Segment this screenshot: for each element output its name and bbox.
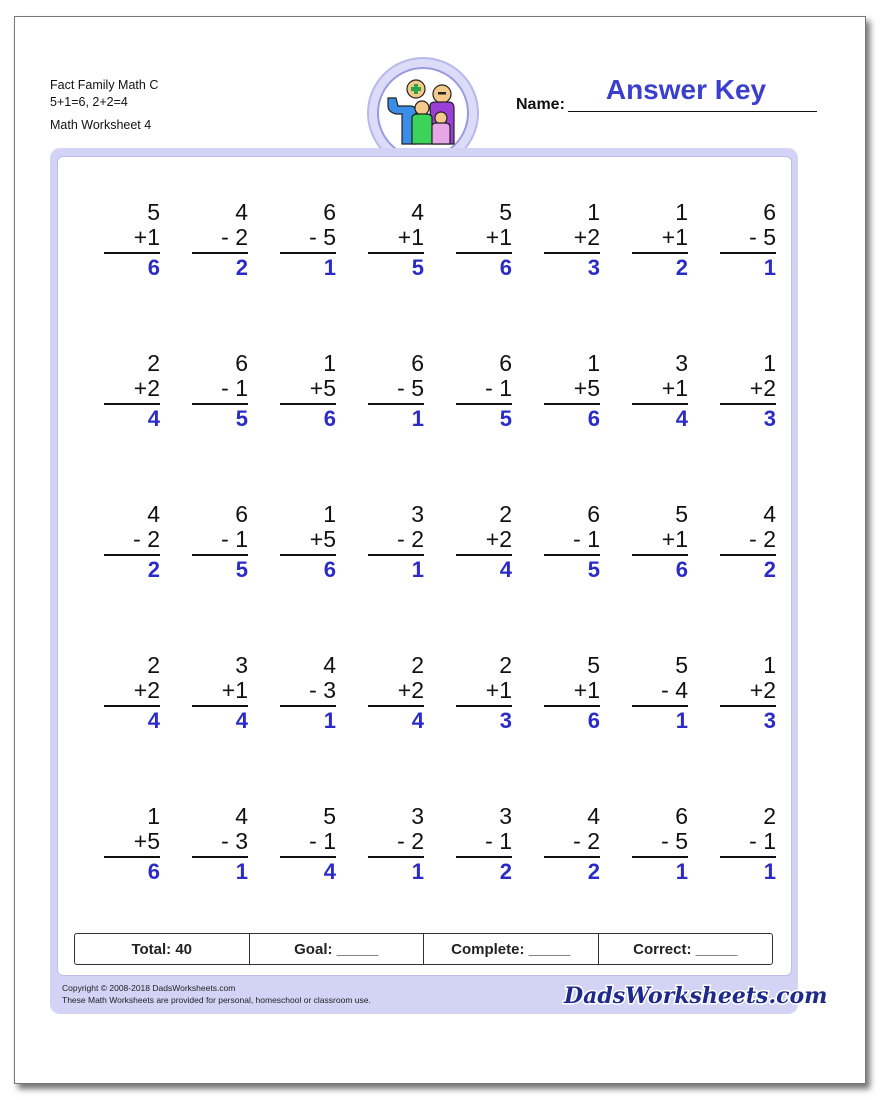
problem-operator-number: +1 (485, 224, 512, 250)
problem-top-number: 5 (587, 652, 600, 678)
problem-top-number: 6 (499, 350, 512, 376)
problem-line (192, 554, 248, 556)
problem-operator-number: +1 (661, 526, 688, 552)
problem-line (544, 705, 600, 707)
summary-bar (74, 933, 773, 965)
problem-line (632, 252, 688, 254)
problem-operator-number: +1 (221, 677, 248, 703)
problem-operator-number: - 3 (309, 677, 336, 703)
problem-top-number: 2 (147, 652, 160, 678)
problem-answer: 4 (675, 406, 688, 431)
problem-line (720, 705, 776, 707)
problem-operator-number: +2 (133, 677, 160, 703)
problem-operator-number: - 2 (133, 526, 160, 552)
problem-answer: 1 (411, 557, 424, 582)
problem-top-number: 4 (411, 199, 424, 225)
problem-answer: 2 (147, 557, 160, 582)
problem-top-number: 6 (675, 803, 688, 829)
problem-line (632, 705, 688, 707)
problem-line (192, 856, 248, 858)
problem-operator-number: - 5 (309, 224, 336, 250)
problem-top-number: 3 (411, 803, 424, 829)
problem-operator-number: +2 (749, 677, 776, 703)
problem-line (368, 554, 424, 556)
problem-answer: 4 (147, 406, 160, 431)
problem-answer: 3 (763, 708, 776, 733)
name-line (568, 111, 817, 112)
problem-top-number: 1 (147, 803, 160, 829)
problem-top-number: 2 (763, 803, 776, 829)
copyright-block (62, 982, 371, 1006)
problem-top-number: 5 (675, 652, 688, 678)
problem-operator-number: +2 (485, 526, 512, 552)
problem-answer: 6 (499, 255, 512, 280)
problem-line (632, 554, 688, 556)
usage-text: These Math Worksheets are provided for personal, homeschool or classroom use. (62, 995, 371, 1005)
problem-answer: 2 (235, 255, 248, 280)
problem-top-number: 5 (147, 199, 160, 225)
problem-answer: 4 (323, 859, 336, 884)
problem-line (280, 856, 336, 858)
problem-operator-number: +2 (573, 224, 600, 250)
problem-operator-number: +1 (661, 224, 688, 250)
problem-line (456, 856, 512, 858)
problem-top-number: 6 (235, 350, 248, 376)
problem-top-number: 3 (675, 350, 688, 376)
problem-line (192, 403, 248, 405)
problem-top-number: 2 (499, 652, 512, 678)
worksheet-number: Math Worksheet 4 (50, 118, 152, 132)
problem-top-number: 2 (147, 350, 160, 376)
problem-operator-number: - 1 (221, 526, 248, 552)
problem-answer: 4 (499, 557, 512, 582)
problem-line (104, 554, 160, 556)
problem-line (720, 856, 776, 858)
problem-operator-number: +5 (309, 526, 336, 552)
problem-answer: 1 (763, 859, 776, 884)
problem-operator-number: - 1 (485, 828, 512, 854)
answer-key-text: Answer Key (605, 74, 767, 105)
problem-line (280, 705, 336, 707)
problem-operator-number: - 4 (661, 677, 688, 703)
problem-line (456, 554, 512, 556)
name-label: Name: (516, 96, 565, 113)
problem-operator-number: - 2 (221, 224, 248, 250)
problem-answer: 2 (675, 255, 688, 280)
problem-answer: 5 (499, 406, 512, 431)
problem-answer: 3 (499, 708, 512, 733)
problem-top-number: 3 (411, 501, 424, 527)
problem-line (192, 705, 248, 707)
problem-top-number: 1 (323, 501, 336, 527)
problem-top-number: 5 (323, 803, 336, 829)
problem-operator-number: +2 (133, 375, 160, 401)
problem-operator-number: - 1 (573, 526, 600, 552)
problem-answer: 1 (763, 255, 776, 280)
problem-answer: 4 (147, 708, 160, 733)
problem-answer: 4 (411, 708, 424, 733)
problem-answer: 1 (411, 859, 424, 884)
problem-line (720, 252, 776, 254)
summary-goal: Goal: _____ (250, 934, 425, 964)
problem-line (104, 403, 160, 405)
problem-answer: 6 (675, 557, 688, 582)
problem-answer: 2 (763, 557, 776, 582)
problem-line (192, 252, 248, 254)
problem-line (368, 403, 424, 405)
problem-answer: 1 (235, 859, 248, 884)
problem-line (456, 705, 512, 707)
problem-operator-number: - 2 (573, 828, 600, 854)
problem-line (368, 705, 424, 707)
problem-operator-number: - 1 (485, 375, 512, 401)
problem-top-number: 4 (587, 803, 600, 829)
problem-line (720, 403, 776, 405)
problem-operator-number: +1 (397, 224, 424, 250)
problem-line (544, 403, 600, 405)
problem-top-number: 5 (499, 199, 512, 225)
problem-answer: 6 (323, 557, 336, 582)
problem-operator-number: - 2 (397, 526, 424, 552)
problem-top-number: 3 (235, 652, 248, 678)
problem-top-number: 2 (411, 652, 424, 678)
problem-top-number: 4 (235, 803, 248, 829)
dadsworksheets-logo (560, 978, 828, 1012)
summary-complete: Complete: _____ (424, 934, 599, 964)
problem-line (104, 705, 160, 707)
problem-top-number: 1 (323, 350, 336, 376)
problem-operator-number: - 2 (397, 828, 424, 854)
problem-line (280, 252, 336, 254)
problem-line (544, 554, 600, 556)
problem-answer: 1 (411, 406, 424, 431)
problem-operator-number: +1 (573, 677, 600, 703)
problem-answer: 5 (235, 406, 248, 431)
problem-line (368, 856, 424, 858)
problem-top-number: 1 (675, 199, 688, 225)
problem-line (632, 403, 688, 405)
problem-line (544, 252, 600, 254)
problem-line (632, 856, 688, 858)
problem-top-number: 6 (587, 501, 600, 527)
problem-top-number: 6 (411, 350, 424, 376)
problem-top-number: 5 (675, 501, 688, 527)
problem-operator-number: - 5 (397, 375, 424, 401)
problem-answer: 6 (323, 406, 336, 431)
problem-operator-number: - 5 (661, 828, 688, 854)
problem-answer: 3 (587, 255, 600, 280)
problem-line (720, 554, 776, 556)
problem-line (280, 554, 336, 556)
problem-top-number: 1 (763, 652, 776, 678)
problem-answer: 5 (587, 557, 600, 582)
summary-total: Total: 40 (75, 934, 250, 964)
problem-top-number: 1 (763, 350, 776, 376)
problem-operator-number: +2 (749, 375, 776, 401)
summary-correct: Correct: _____ (633, 940, 738, 958)
problem-top-number: 2 (499, 501, 512, 527)
problem-operator-number: +1 (661, 375, 688, 401)
problem-answer: 6 (147, 859, 160, 884)
problem-operator-number: - 2 (749, 526, 776, 552)
problem-operator-number: - 1 (749, 828, 776, 854)
problem-top-number: 4 (147, 501, 160, 527)
problem-answer: 1 (323, 255, 336, 280)
problem-operator-number: - 1 (221, 375, 248, 401)
problem-answer: 6 (587, 708, 600, 733)
problem-top-number: 1 (587, 199, 600, 225)
problem-line (456, 403, 512, 405)
problem-answer: 2 (587, 859, 600, 884)
problem-operator-number: +1 (485, 677, 512, 703)
brand-text: DadsWorksheets.com (564, 983, 828, 1009)
problem-top-number: 1 (587, 350, 600, 376)
problem-operator-number: - 1 (309, 828, 336, 854)
problem-answer: 1 (323, 708, 336, 733)
problem-answer: 6 (147, 255, 160, 280)
problem-line (456, 252, 512, 254)
problem-answer: 1 (675, 859, 688, 884)
problem-top-number: 4 (323, 652, 336, 678)
copyright-text: Copyright © 2008-2018 DadsWorksheets.com (62, 983, 236, 993)
worksheet-title: Fact Family Math C (50, 78, 159, 92)
problem-top-number: 6 (235, 501, 248, 527)
problem-operator-number: - 3 (221, 828, 248, 854)
problem-operator-number: +5 (309, 375, 336, 401)
problem-operator-number: +1 (133, 224, 160, 250)
problem-answer: 4 (235, 708, 248, 733)
problem-answer: 5 (235, 557, 248, 582)
problem-top-number: 6 (323, 199, 336, 225)
problem-operator-number: +5 (133, 828, 160, 854)
problem-line (368, 252, 424, 254)
problem-top-number: 4 (235, 199, 248, 225)
problem-operator-number: +2 (397, 677, 424, 703)
problem-answer: 2 (499, 859, 512, 884)
problem-answer: 1 (675, 708, 688, 733)
problem-line (544, 856, 600, 858)
problem-answer: 3 (763, 406, 776, 431)
problem-operator-number: +5 (573, 375, 600, 401)
problem-line (280, 403, 336, 405)
problem-line (104, 856, 160, 858)
problem-top-number: 4 (763, 501, 776, 527)
problem-answer: 6 (587, 406, 600, 431)
problem-line (104, 252, 160, 254)
worksheet-subtitle: 5+1=6, 2+2=4 (50, 95, 128, 109)
problem-answer: 5 (411, 255, 424, 280)
problem-operator-number: - 5 (749, 224, 776, 250)
problem-top-number: 3 (499, 803, 512, 829)
problem-top-number: 6 (763, 199, 776, 225)
